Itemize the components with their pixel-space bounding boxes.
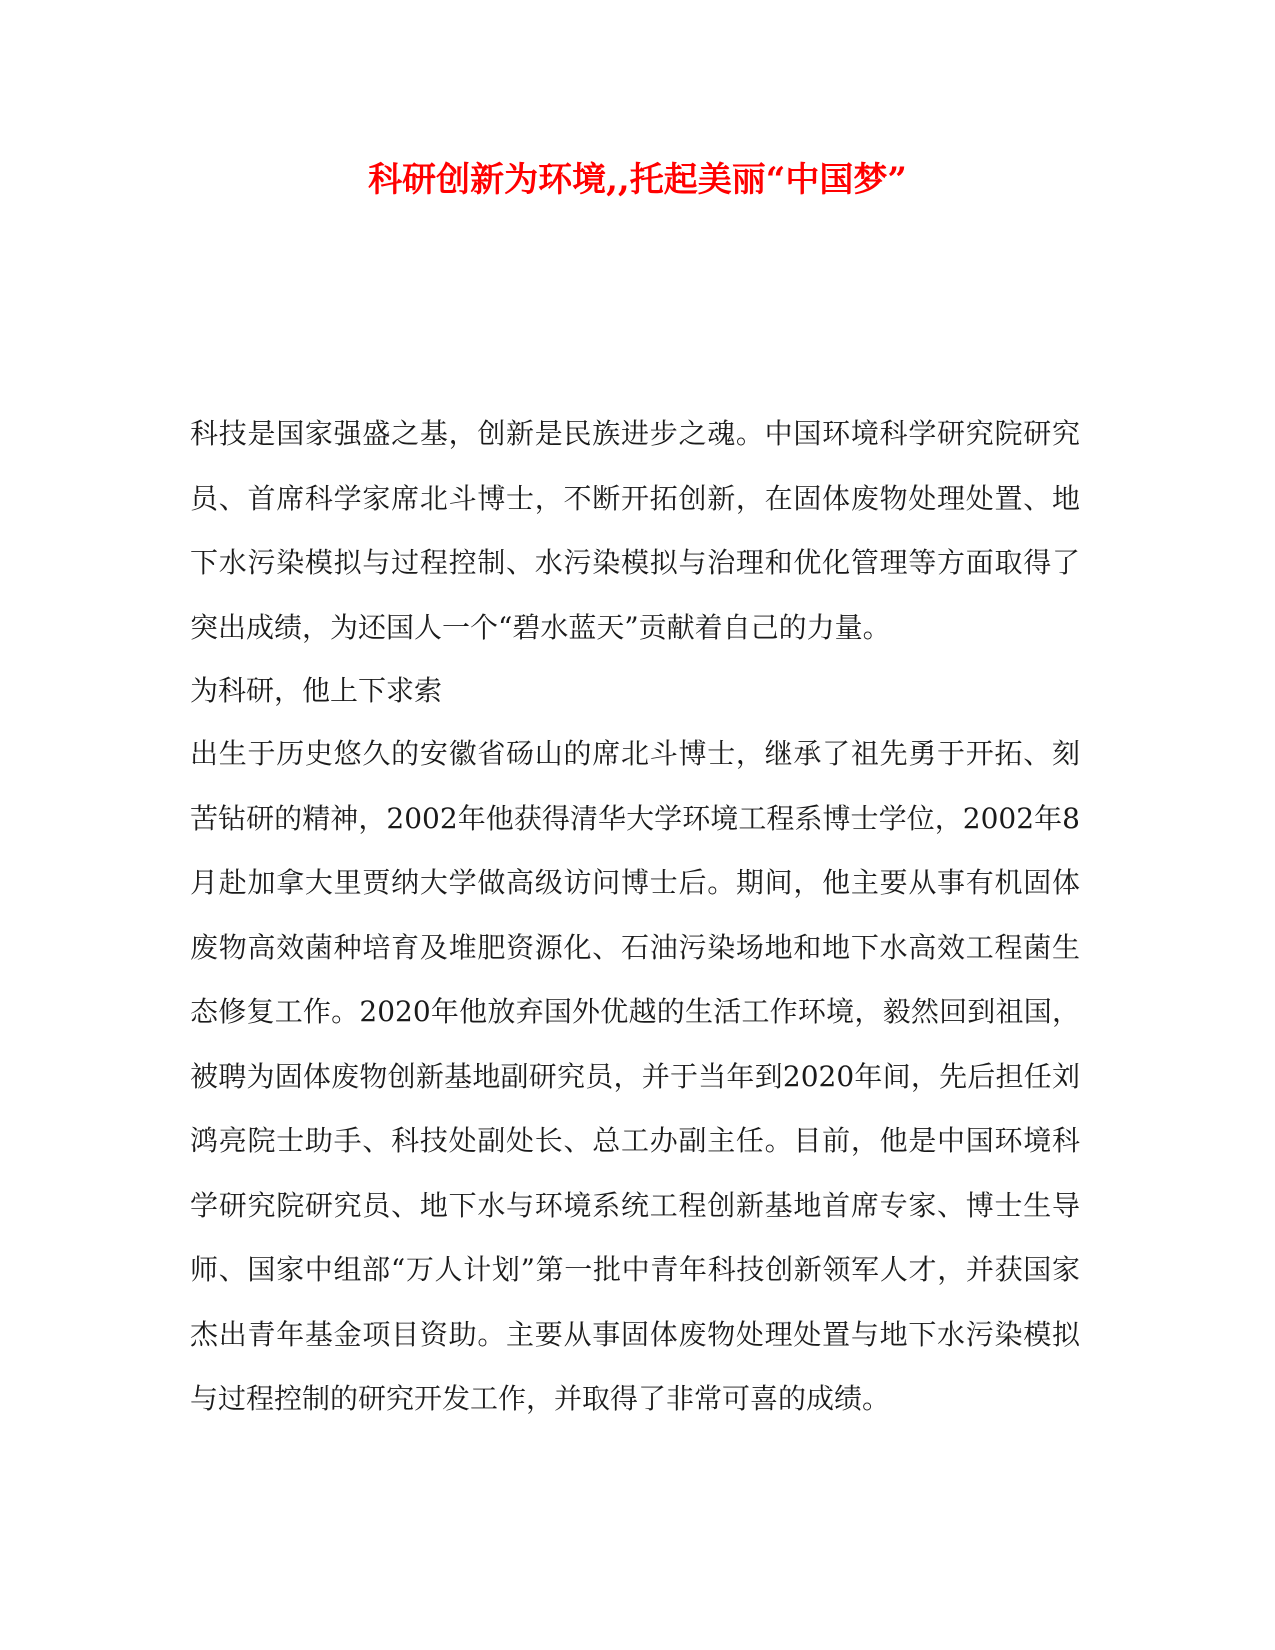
biography-paragraph: 出生于历史悠久的安徽省砀山的席北斗博士，继承了祖先勇于开拓、刻苦钻研的精神，2002年他获得清华大学环境工程系博士学位，2002年8月赴加拿大里贾纳大学做高级访问博士后。期间，他主要从事有机固体废物高效菌种培育及堆肥资源化、石油污染场地和地下水高效工程菌生态修复工作。2020年他放弃国外优越的生活工作环境，毅然回到祖国，被聘为固体废物创新基地副研究员，并于当年到2020年间，先后担任刘鸿亮院士助手、科技处副处长、总工办副主任。目前，他是中国环境科学研究院研究员、地下水与环境系统工程创新基地首席专家、博士生导师、国家中组部“万人计划”第一批中青年科技创新领军人才，并获国家杰出青年基金项目资助。主要从事固体废物处理处置与地下水污染模拟与过程控制的研究开发工作，并取得了非常可喜的成绩。 (190, 737, 1080, 1415)
section-heading: 为科研，他上下求索 (190, 674, 443, 707)
document-title: 科研创新为环境,,托起美丽“中国梦” (368, 160, 907, 200)
document-body (190, 402, 1080, 1432)
intro-paragraph: 科技是国家强盛之基，创新是民族进步之魂。中国环境科学研究院研究员、首席科学家席北斗博士，不断开拓创新，在固体废物处理处置、地下水污染模拟与过程控制、水污染模拟与治理和优化管理等方面取得了突出成绩，为还国人一个“碧水蓝天”贡献着自己的力量。 (190, 417, 1080, 644)
